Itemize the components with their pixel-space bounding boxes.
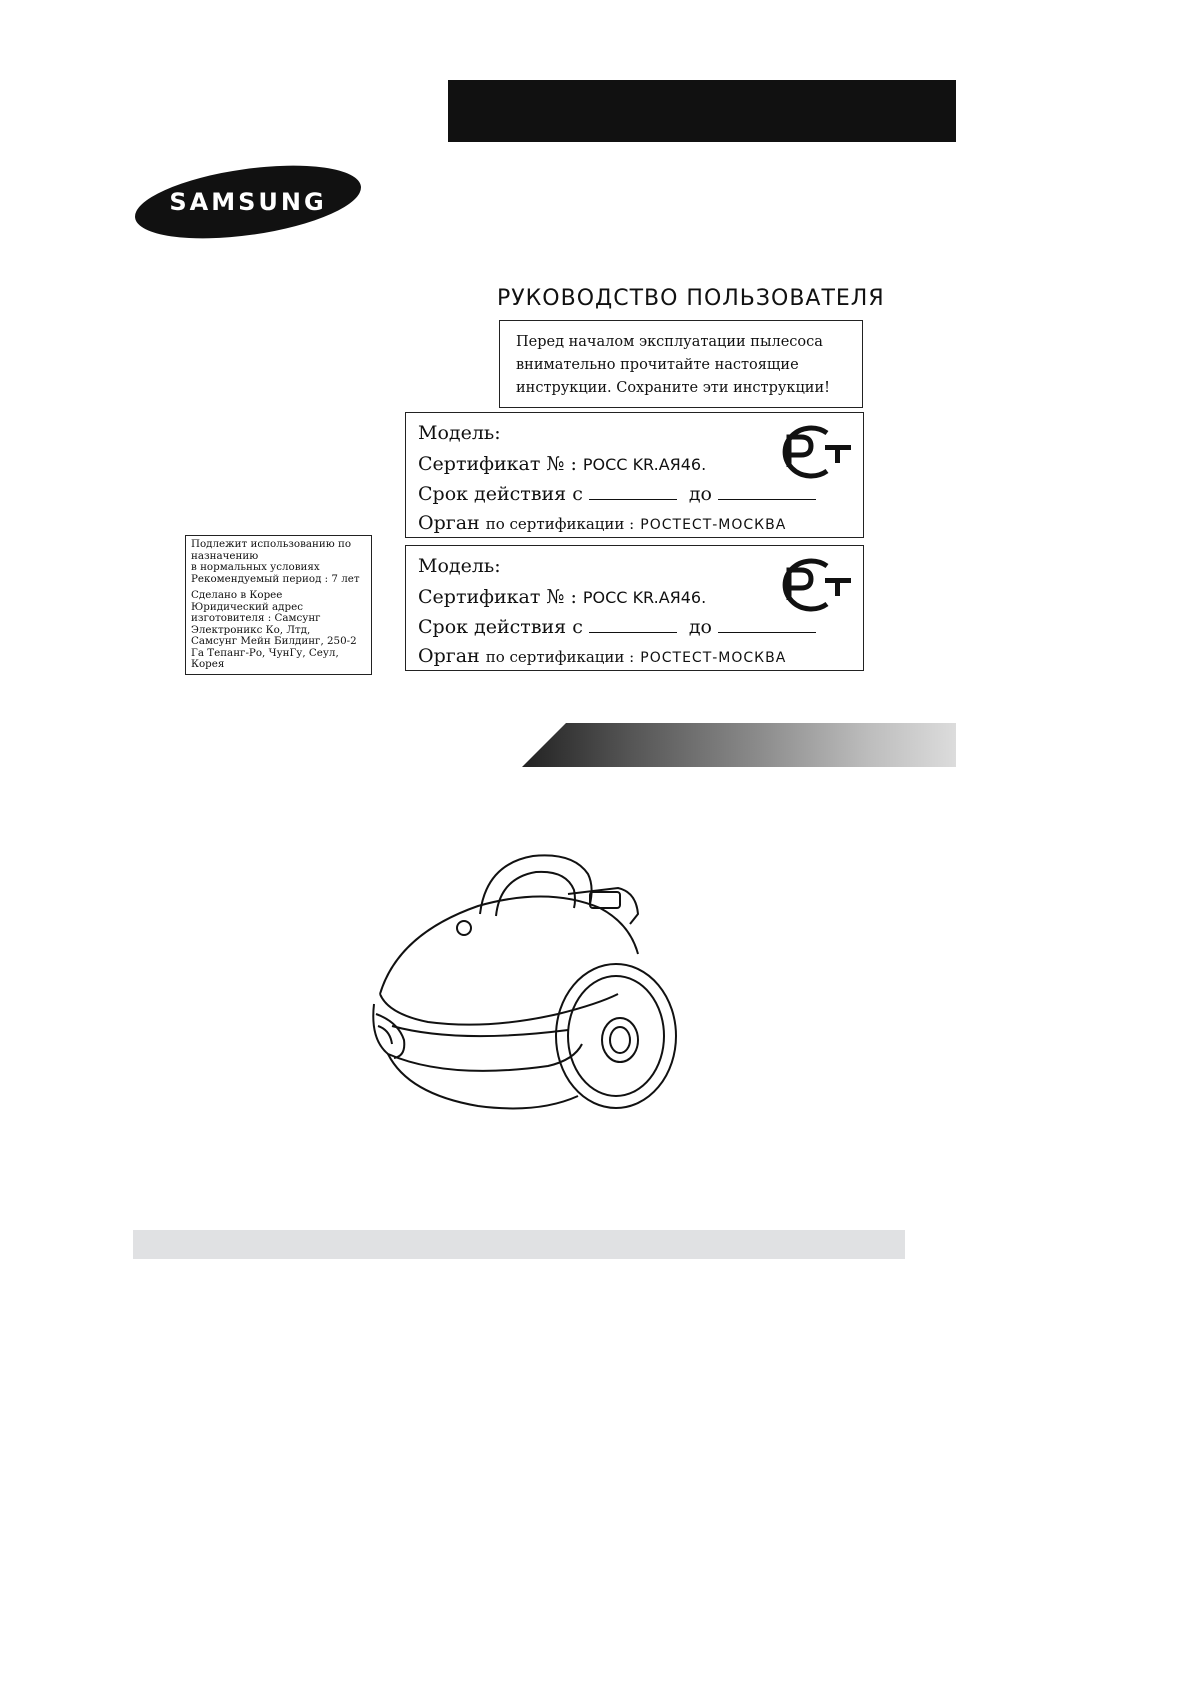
- notice-line: Перед началом эксплуатации пылесоса: [516, 334, 823, 350]
- rst-certification-icon: [771, 423, 855, 481]
- validity-line: [418, 483, 816, 505]
- authority-line: [418, 645, 786, 667]
- authority-label: Орган: [418, 512, 480, 534]
- maker-line: Сделано в Корее: [191, 589, 283, 601]
- certificate-label: Сертификат №: [418, 586, 565, 608]
- rst-mark-text: РСТ: [771, 423, 774, 424]
- authority-text: по сертификации :: [485, 648, 635, 666]
- maker-line: Га Тепанг-Ро, ЧунГу, Сеул,: [191, 646, 339, 659]
- usage-line: Рекомендуемый период : 7 лет: [191, 572, 360, 585]
- maker-line: Электроникс Ко, Лтд,: [191, 623, 311, 636]
- model-label: Модель:: [418, 422, 501, 444]
- validity-from-label: Срок действия с: [418, 483, 583, 505]
- model-label: Модель:: [418, 555, 501, 577]
- gradient-band: [522, 723, 956, 767]
- authority-line: [418, 512, 786, 534]
- rst-mark-text: РСТ: [771, 556, 774, 557]
- validity-to-blank: [718, 629, 816, 633]
- maker-line: Юридический адрес: [191, 600, 303, 613]
- validity-from-blank: [589, 629, 677, 633]
- footer-grey-bar: [133, 1230, 905, 1259]
- certificate-box: [405, 545, 864, 671]
- usage-line: Подлежит использованию по: [191, 538, 352, 550]
- notice-line: инструкции. Сохраните эти инструкции!: [516, 380, 830, 396]
- maker-line: Самсунг Мейн Билдинг, 250-2: [191, 635, 357, 647]
- maker-line: Корея: [191, 658, 225, 670]
- authority-name: РОСТЕСТ-МОСКВА: [640, 650, 787, 666]
- samsung-logo-text: SAMSUNG: [169, 188, 327, 216]
- notice-box: [499, 320, 863, 408]
- authority-text: по сертификации :: [485, 515, 635, 533]
- authority-label: Орган: [418, 645, 480, 667]
- certificate-box: [405, 412, 864, 538]
- rst-certification-icon: [771, 556, 855, 614]
- notice-line: внимательно прочитайте настоящие: [516, 357, 799, 373]
- manual-title: РУКОВОДСТВО ПОЛЬЗОВАТЕЛЯ: [497, 286, 885, 311]
- samsung-logo: [132, 164, 364, 240]
- validity-from-blank: [589, 496, 677, 500]
- certificate-line: [418, 453, 706, 475]
- certificate-colon: :: [570, 586, 577, 608]
- certificate-number: РОСС KR.АЯ46.: [582, 588, 707, 607]
- validity-line: [418, 616, 816, 638]
- vacuum-cleaner-icon: [368, 844, 688, 1124]
- certificate-label: Сертификат №: [418, 453, 565, 475]
- validity-to-label: до: [688, 483, 712, 505]
- certificate-colon: :: [570, 453, 577, 475]
- usage-info-label: [185, 535, 372, 675]
- validity-to-label: до: [688, 616, 712, 638]
- certificate-number: РОСС KR.АЯ46.: [582, 455, 707, 474]
- maker-line: изготовителя : Самсунг: [191, 612, 321, 624]
- header-black-bar: [448, 80, 956, 142]
- validity-from-label: Срок действия с: [418, 616, 583, 638]
- certificate-line: [418, 586, 706, 608]
- usage-line: назначению: [191, 549, 259, 562]
- authority-name: РОСТЕСТ-МОСКВА: [640, 517, 787, 533]
- usage-line: в нормальных условиях: [191, 561, 320, 573]
- validity-to-blank: [718, 496, 816, 500]
